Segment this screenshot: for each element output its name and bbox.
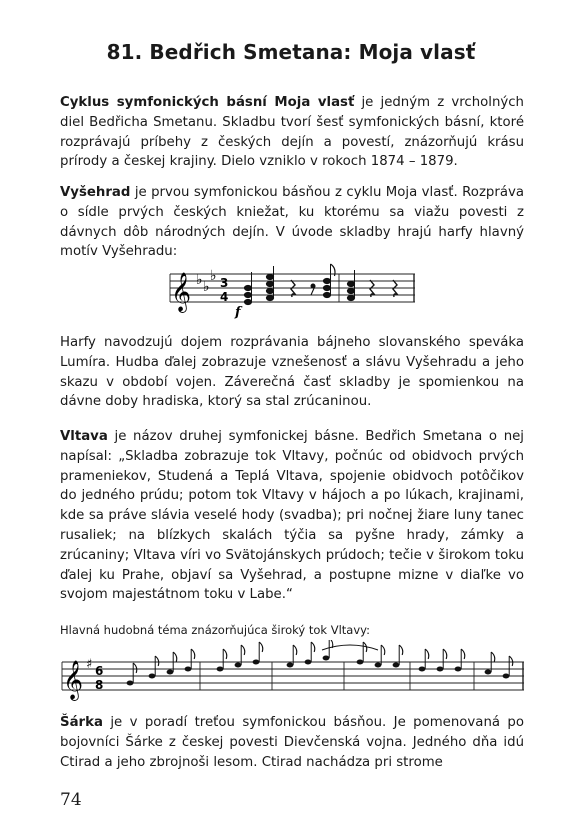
time-signature-top: 6: [95, 664, 104, 678]
intro-text: je jedným z vrcholných diel Bedřicha Smetanu. Skladbu tvorí šesť symfonických básní, ktoré rozprávajú príbehy z českých dejín a povestí, znázorňujú krásu prírody a českej krajiny. Dielo vzniklo v rokoch 1874 – 1879.: [60, 95, 524, 170]
paragraph-vltava: [60, 427, 524, 605]
chord-4: [347, 270, 354, 301]
rest-quarter-icon: [370, 280, 374, 297]
note-flag: [443, 649, 447, 659]
paragraph-intro: [60, 93, 524, 172]
note-flag: [155, 656, 159, 666]
page-title: 81. Bedřich Smetana: Moja vlasť: [106, 40, 476, 64]
note-head: [455, 667, 462, 672]
intro-bold: Cyklus symfonických básní Moja vlasť: [60, 95, 355, 110]
note-head: [127, 681, 134, 686]
note-flag: [491, 652, 495, 662]
note-head: [503, 674, 510, 679]
treble-clef-icon: 𝄞: [171, 272, 192, 312]
note-head: [185, 667, 192, 672]
note-flag: [461, 649, 465, 659]
note-flag: [425, 649, 429, 659]
staff-lines: [62, 662, 524, 690]
note-head: [323, 656, 330, 661]
note-flag: [241, 645, 245, 655]
vltava-theme-score: [60, 640, 526, 704]
vysehrad-text: je prvou symfonickou básňou z cyklu Moja vlasť. Rozpráva o sídle prvých českých kniežat, ku ktorému sa viažu povesti z dávnych dôb národných dejín. V úvode skladby hrajú harfy hlavný motív Vyšehradu:: [60, 185, 524, 260]
note-flag: [191, 649, 195, 659]
rest-quarter-icon: [291, 280, 295, 297]
note-flag: [133, 663, 137, 673]
note-flag: [259, 642, 263, 652]
note-head: [217, 667, 224, 672]
note-head: [287, 663, 294, 668]
rest-quarter-icon: [393, 280, 397, 297]
treble-clef-icon: 𝄞: [63, 660, 84, 700]
rest-eighth-icon: [311, 284, 315, 295]
theme-notes: [127, 640, 513, 690]
time-signature-bottom: 8: [95, 678, 104, 692]
note-head: [375, 663, 382, 668]
paragraph-vysehrad: [60, 183, 524, 262]
slur: [322, 645, 378, 650]
time-signature-top: 3: [220, 276, 229, 290]
note-flag: [293, 645, 297, 655]
note-head: [305, 660, 312, 665]
note-flag: [223, 649, 227, 659]
vltava-bold: Vltava: [60, 429, 108, 444]
vysehrad-motif-score: [165, 258, 420, 320]
note-flag: [311, 642, 315, 652]
score-caption: Hlavná hudobná téma znázorňujúca široký tok Vltavy:: [60, 623, 370, 637]
flat-sign-icon: ♭: [196, 272, 203, 288]
page-number: 74: [60, 790, 82, 810]
note-head: [419, 667, 426, 672]
note-head: [485, 670, 492, 675]
note-flag: [173, 652, 177, 662]
vysehrad-bold: Vyšehrad: [60, 185, 131, 200]
chord-2: [266, 266, 273, 301]
chord-1: [244, 272, 251, 305]
sharp-sign-icon: ♯: [86, 657, 93, 672]
note-head: [437, 667, 444, 672]
dynamic-forte: f: [235, 305, 241, 320]
sarka-text: je v poradí treťou symfonickou básňou. Je pomenovaná po bojovníci Šárke z českej povesti Dievčenská vojna. Jedného dňa idú Ctirad a jeho zbrojnoši lesom. Ctirad nachádza pri strome: [60, 715, 524, 770]
note-head: [253, 660, 260, 665]
paragraph-sarka: [60, 713, 524, 772]
note-head: [167, 670, 174, 675]
flat-sign-icon: ♭: [210, 268, 217, 284]
note-head: [357, 660, 364, 665]
paragraph-harfy: Harfy navodzujú dojem rozprávania bájneho slovanského speváka Lumíra. Hudba ďalej zobrazuje vznešenosť a slávu Vyšehradu a jeho skazu v období vojen. Záverečná časť skladby je spomienkou na dávne doby hradiska, ktorý sa stal zrúcaninou.: [60, 335, 524, 410]
note-head: [235, 663, 242, 668]
note-flag: [381, 645, 385, 655]
note-flag: [509, 656, 513, 666]
vltava-text: je názov druhej symfonickej básne. Bedřich Smetana o nej napísal: „Skladba zobrazuje tok Vltavy, počnúc od obidvoch prvých prameniekov, Studená a Teplá Vltava, spojenie obidvoch potôčikov do jedného prúdu; potom tok Vltavy v hájoch a po lúkach, krajinami, kde sa práve slávia veselé hody (svadba); pri nočnej žiare luny tanec rusaliek; na blízkych skalách týčia sa pyšne hrady, zámky a zrúcaniny; Vltava víri vo Svätojánskych prúdoch; tečie v širokom toku ďalej ku Prahe, objaví sa Vyšehrad, a postupne mizne v diaľke vo svojom majestátnom toku v Labe.“: [60, 429, 524, 603]
note-flag: [399, 645, 403, 655]
flat-sign-icon: ♭: [203, 279, 210, 295]
note-head: [149, 674, 156, 679]
time-signature-bottom: 4: [220, 290, 229, 304]
note-head: [393, 663, 400, 668]
sarka-bold: Šárka: [60, 715, 103, 730]
